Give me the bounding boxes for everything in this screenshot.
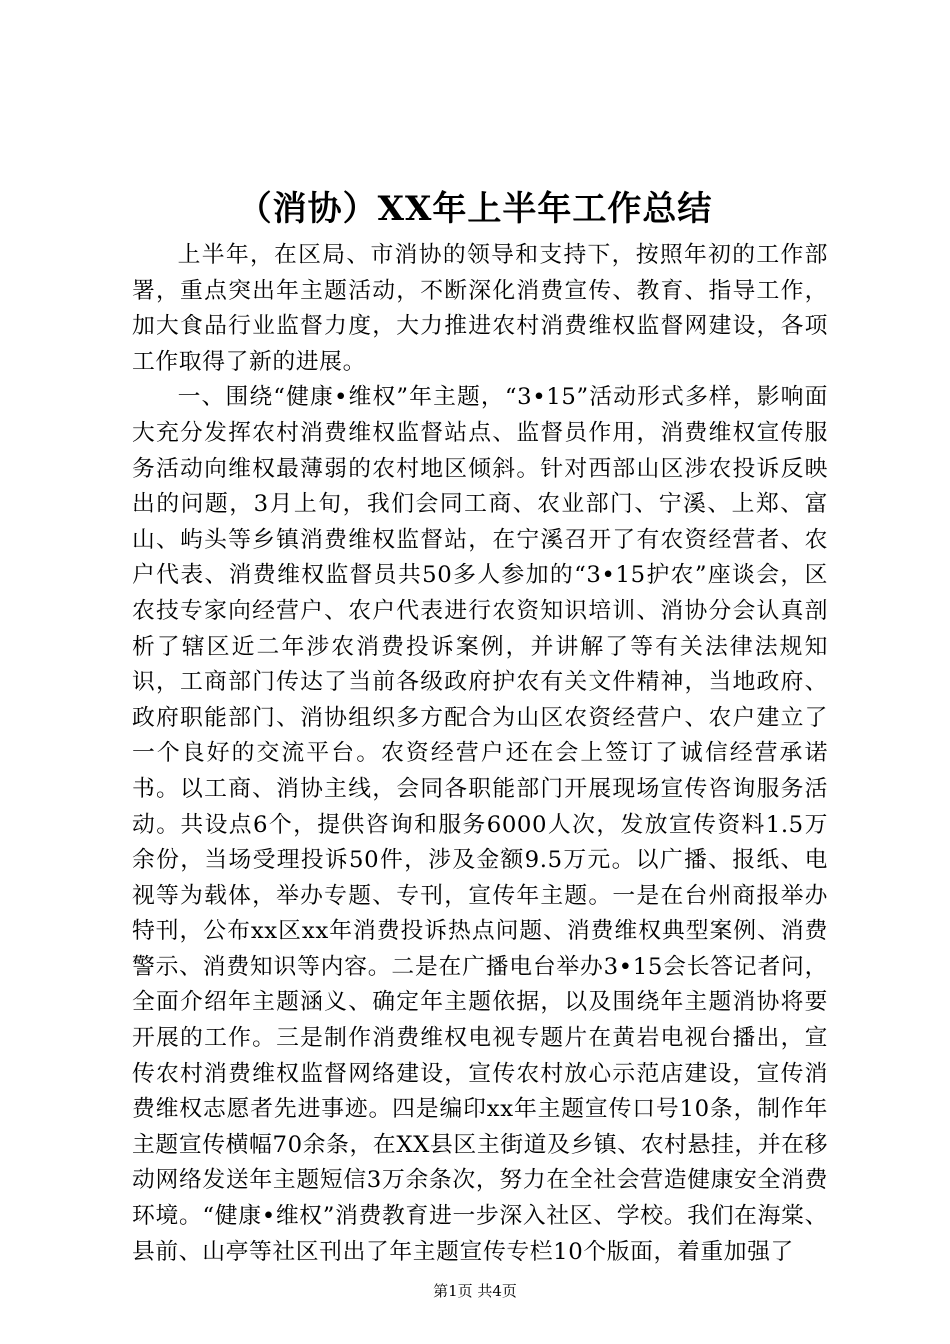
paragraph-intro: 上半年，在区局、市消协的领导和支持下，按照年初的工作部署，重点突出年主题活动，不断深化消费宣传、教育、指导工作，加大食品行业监督力度，大力推进农村消费维权监督网建设，各项工作取得了新的进展。 (132, 242, 828, 375)
document-body (132, 238, 828, 1270)
document-title: （消协）XX年上半年工作总结 (237, 189, 713, 229)
paragraph-section-one: 一、围绕“健康•维权”年主题，“3•15”活动形式多样，影响面大充分发挥农村消费维权监督站点、监督员作用，消费维权宣传服务活动向维权最薄弱的农村地区倾斜。针对西部山区涉农投诉反映出的问题，3月上旬，我们会同工商、农业部门、宁溪、上郑、富山、屿头等乡镇消费维权监督站，在宁溪召开了有农资经营者、农户代表、消费维权监督员共50多人参加的“3•15护农”座谈会，区农技专家向经营户、农户代表进行农资知识培训、消协分会认真剖析了辖区近二年涉农消费投诉案例，并讲解了等有关法律法规知识，工商部门传达了当前各级政府护农有关文件精神，当地政府、政府职能部门、消协组织多方配合为山区农资经营户、农户建立了一个良好的交流平台。农资经营户还在会上签订了诚信经营承诺书。以工商、消协主线，会同各职能部门开展现场宣传咨询服务活动。共设点6个，提供咨询和服务6000人次，发放宣传资料1.5万余份，当场受理投诉50件，涉及金额9.5万元。以广播、报纸、电视等为载体，举办专题、专刊，宣传年主题。一是在台州商报举办特刊，公布xx区xx年消费投诉热点问题、消费维权典型案例、消费警示、消费知识等内容。二是在广播电台举办3•15会长答记者问，全面介绍年主题涵义、确定年主题依据，以及围绕年主题消协将要开展的工作。三是制作消费维权电视专题片在黄岩电视台播出，宣传农村消费维权监督网络建设，宣传农村放心示范店建设，宣传消费维权志愿者先进事迹。四是编印xx年主题宣传口号10条，制作年主题宣传横幅70余条，在XX县区主街道及乡镇、农村悬挂，并在移动网络发送年主题短信3万余条次，努力在全社会营造健康安全消费环境。“健康•维权”消费教育进一步深入社区、学校。我们在海棠、县前、山亭等社区刊出了年主题宣传专栏10个版面，着重加强了 (132, 384, 828, 1265)
page-footer: 第1页 共4页 (433, 1282, 517, 1300)
